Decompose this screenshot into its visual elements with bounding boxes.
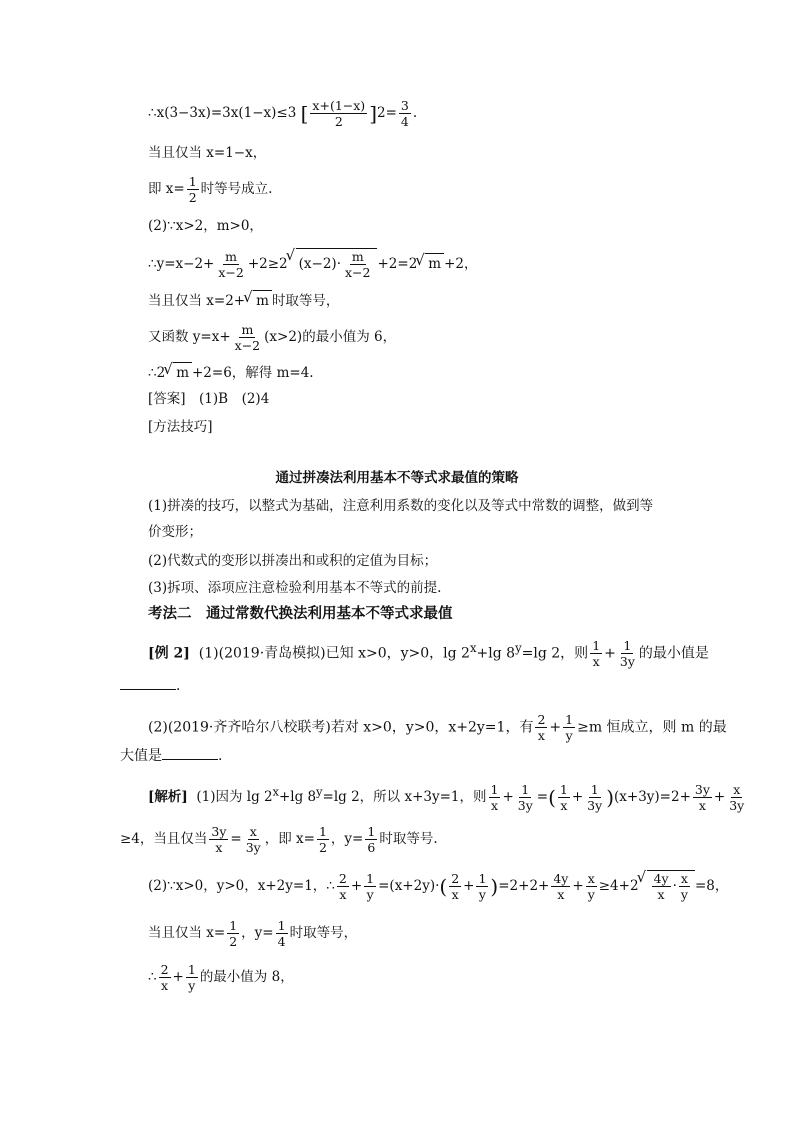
text: =8， [694, 878, 729, 894]
analysis-line-5 [148, 962, 294, 993]
analysis-label: [解析] [148, 789, 188, 805]
text: =2+2+ [498, 878, 550, 894]
numerator: x [249, 824, 257, 839]
text: ，y= [330, 831, 364, 847]
fraction [216, 249, 245, 280]
fraction [727, 782, 746, 813]
text: 2= [377, 105, 397, 121]
text: ∴ [148, 969, 157, 985]
tips-title: 通过拼凑法利用基本不等式求最值的策略 [275, 470, 519, 486]
numerator: 1 [478, 871, 487, 886]
numerator: 4y [553, 871, 569, 886]
text: (x>2)的最小值为 6， [264, 329, 397, 345]
denominator: y [587, 887, 595, 902]
text: + [713, 789, 726, 805]
denominator: 2 [318, 840, 327, 855]
fraction [364, 871, 376, 902]
solution-line-7 [148, 322, 396, 353]
text: 又函数 y=x+ [148, 329, 231, 345]
fraction [343, 249, 372, 280]
square-root [296, 248, 378, 280]
text: +2=2 [377, 256, 418, 272]
text: +2=6，解得 m=4. [192, 365, 314, 381]
numerator: 1 [188, 174, 197, 189]
text: = [536, 789, 549, 805]
denominator: 3y [729, 798, 745, 813]
text: (x+3y)=2+ [614, 789, 691, 805]
denominator: x−2 [234, 338, 261, 353]
solution-line-8 [148, 362, 314, 383]
solution-line-3 [148, 174, 272, 205]
fraction [449, 871, 461, 902]
denominator: 2 [188, 190, 197, 205]
fraction [585, 782, 604, 813]
fraction [186, 962, 198, 993]
text: + [604, 645, 616, 662]
numerator: 2 [537, 712, 546, 727]
denominator: 2 [334, 114, 343, 129]
denominator: 2 [229, 934, 238, 949]
fraction [679, 871, 690, 902]
denominator: x [560, 798, 568, 813]
numerator: 1 [367, 824, 376, 839]
denominator: y [565, 728, 573, 743]
text: + [172, 969, 184, 985]
numerator: 3 [400, 98, 409, 113]
text: +lg 8 [476, 645, 516, 662]
text: 即 x= [148, 181, 185, 197]
text: + [549, 719, 562, 736]
text: (1)因为 lg 2 [196, 789, 273, 805]
example-2-line-1 [148, 638, 709, 669]
text: 的最小值是 [638, 645, 709, 662]
text: +2≥2 [247, 256, 288, 272]
denominator: x [592, 654, 600, 670]
fraction [535, 712, 547, 743]
numerator: x [587, 871, 595, 886]
denominator: x−2 [345, 265, 371, 280]
paren-right: ) [490, 874, 499, 899]
numerator: 2 [338, 871, 347, 886]
denominator: x [215, 840, 223, 855]
text: . [412, 105, 418, 121]
fraction [233, 322, 262, 353]
numerator: 1 [521, 782, 530, 797]
text: ≥m 恒成立，则 m 的最 [577, 719, 727, 736]
tip-1a: (1)拼凑的技巧，以整式为基础，注意利用系数的变化以及等式中常数的调整，做到等 [148, 498, 654, 514]
paren-left: ( [548, 785, 556, 810]
numerator: 1 [590, 782, 599, 797]
fraction [399, 98, 411, 129]
fraction [317, 824, 329, 855]
text: . [218, 748, 223, 764]
text: ∴x(3−3x)=3x(1−x)≤3 [148, 105, 297, 121]
analysis-line-3: (2)∵x>0，y>0，x+2y=1，∴ $\frac{2}{x}$ + $\frac{1}{y}$ =(x+2y)·( $\frac{2}{x}$ + $\frac{1}{y}$ )=2+2+ $\frac{4y}{x}$ + $\frac{x}{y}$ ≥4+2 √ $\frac{4y}{x}$ · $\frac{x}{y}$ =8， [148, 870, 728, 902]
denominator: x [451, 887, 459, 902]
solution-line-2: 当且仅当 x=1−x， [148, 145, 267, 161]
text: =(x+2y)· [378, 878, 440, 894]
solution-line-1 [148, 98, 417, 129]
answer-line: [答案] (1)B (2)4 [148, 391, 270, 407]
numerator: m [351, 249, 364, 264]
fraction [489, 782, 501, 813]
denominator: 3y [619, 654, 635, 670]
fraction [563, 712, 575, 743]
answer-blank [162, 747, 218, 760]
fraction [558, 782, 570, 813]
fraction [310, 98, 367, 129]
square-root: √ m [173, 362, 192, 383]
numerator: 1 [366, 871, 375, 886]
denominator: 3y [587, 798, 603, 813]
square-root: √ $\frac{4y}{x}$ · $\frac{x}{y}$ [647, 870, 695, 902]
numerator: 1 [318, 824, 327, 839]
fraction [586, 871, 597, 902]
text: =lg 2，所以 x+3y=1，则 [322, 789, 487, 805]
text: ≥4，当且仅当 [120, 831, 208, 847]
tip-3: (3)拆项、添项应注意检验利用基本不等式的前提. [148, 580, 442, 596]
denominator: y [188, 978, 196, 993]
numerator: 1 [565, 712, 574, 727]
text: + [350, 878, 363, 894]
text: + [502, 789, 514, 805]
text: 时等号成立. [200, 181, 273, 197]
text: =lg 2，则 [521, 645, 589, 662]
numerator: 1 [277, 918, 286, 933]
tip-2: (2)代数式的变形以拼凑出和或积的定值为目标； [148, 553, 438, 569]
text: (1)(2019·青岛模拟)已知 x>0，y>0，lg 2 [198, 645, 470, 662]
square-root: √ m [425, 253, 444, 274]
denominator: x [339, 887, 347, 902]
text: 当且仅当 x=2+ [148, 293, 246, 309]
numerator: 1 [592, 638, 601, 654]
text: (2)∵x>0，y>0，x+2y=1，∴ [148, 878, 335, 894]
fraction [516, 782, 535, 813]
denominator: x [698, 798, 706, 813]
answer-blank [120, 677, 176, 690]
text: 时取等号， [289, 925, 358, 941]
example-2-line-2 [148, 712, 727, 743]
method-tip-label: [方法技巧] [148, 419, 213, 435]
text: (x−2)· [298, 256, 341, 272]
solution-line-6 [148, 290, 339, 311]
analysis-line-2 [120, 824, 438, 855]
text: 的最小值为 8， [199, 969, 294, 985]
superscript: y [316, 785, 323, 799]
square-root: √ m [253, 290, 272, 311]
numerator: 1 [187, 962, 196, 977]
fraction [476, 871, 488, 902]
numerator: 1 [229, 918, 238, 933]
denominator: x [490, 798, 498, 813]
numerator: 3y [694, 782, 710, 797]
superscript: x [469, 641, 477, 655]
numerator: 1 [623, 638, 632, 654]
denominator: 3y [245, 840, 261, 855]
fraction [551, 871, 570, 902]
analysis-line-4 [148, 918, 357, 949]
numerator: 1 [490, 782, 499, 797]
superscript: x [272, 785, 279, 799]
fraction [276, 918, 288, 949]
denominator: 6 [367, 840, 376, 855]
numerator: 1 [559, 782, 568, 797]
fraction [227, 918, 239, 949]
denominator: x [537, 728, 545, 743]
fraction [244, 824, 263, 855]
text: (2)(2019·齐齐哈尔八校联考)若对 x>0，y>0，x+2y=1，有 [148, 719, 534, 736]
tip-1b: 价变形； [148, 524, 202, 540]
denominator: x [557, 887, 565, 902]
fraction [159, 962, 171, 993]
text: 当且仅当 x= [148, 925, 226, 941]
text: 时取等号， [271, 293, 340, 309]
paren-left: ( [439, 874, 448, 899]
text: . [176, 678, 181, 694]
numerator: x [733, 782, 741, 797]
numerator: √ 4y [653, 871, 669, 886]
analysis-line-1: [解析] (1)因为 $\lg 2^x+\lg$ $8^y=\lg$ 2，所以 x+3y=1，则 $\frac{1}{x}$ + $\frac{1}{3y}$ =( $\frac{1}{x}$ + $\frac{1}{3y}$ )(x+3y)=2+ $\frac{3y}{x}$ + $\frac{x}{3y}$ [148, 782, 745, 813]
text: ，即 x= [264, 831, 315, 847]
denominator: 3y [517, 798, 533, 813]
fraction [209, 824, 228, 855]
numerator: 2 [451, 871, 460, 886]
denominator: 4 [277, 934, 286, 949]
text: ≥4+2 [598, 878, 639, 894]
fraction [337, 871, 349, 902]
fraction [652, 871, 671, 902]
solution-line-5 [148, 248, 478, 280]
fraction [187, 174, 199, 205]
denominator: x [657, 887, 665, 902]
example-label: [例 2] [148, 645, 190, 662]
fraction [365, 824, 377, 855]
example-2-line-3 [120, 746, 222, 766]
denominator: y [680, 887, 688, 902]
fraction [693, 782, 712, 813]
denominator: x [161, 978, 169, 993]
text: = [230, 831, 242, 847]
numerator: 2 [160, 962, 169, 977]
numerator: x [680, 871, 688, 886]
numerator: m [241, 322, 254, 337]
numerator: m [225, 249, 238, 264]
denominator: y [478, 887, 486, 902]
solution-line-4: (2)∵x>2，m>0， [148, 218, 263, 234]
numerator: x+(1−x) [312, 98, 366, 113]
text: ∴2 [148, 365, 166, 381]
paren-right: ) [606, 785, 614, 810]
text: +lg 8 [279, 789, 317, 805]
bracket-right: ] [369, 101, 377, 126]
fraction [618, 638, 637, 669]
example-2-blank-1 [120, 676, 180, 696]
text: + [572, 878, 584, 894]
text: ，y= [241, 925, 274, 941]
text: ∴y=x−2+ [148, 256, 215, 272]
numerator: 3y [211, 824, 227, 839]
denominator: 4 [400, 114, 409, 129]
method2-heading: 考法二 通过常数代换法利用基本不等式求最值 [148, 605, 453, 622]
bracket-left: [ [300, 101, 309, 126]
superscript: y [515, 641, 522, 655]
denominator: x−2 [218, 265, 244, 280]
text: +2， [444, 256, 478, 272]
fraction [590, 638, 602, 669]
denominator: y [366, 887, 374, 902]
text: 时取等号. [379, 831, 438, 847]
text: 大值是 [120, 748, 162, 764]
